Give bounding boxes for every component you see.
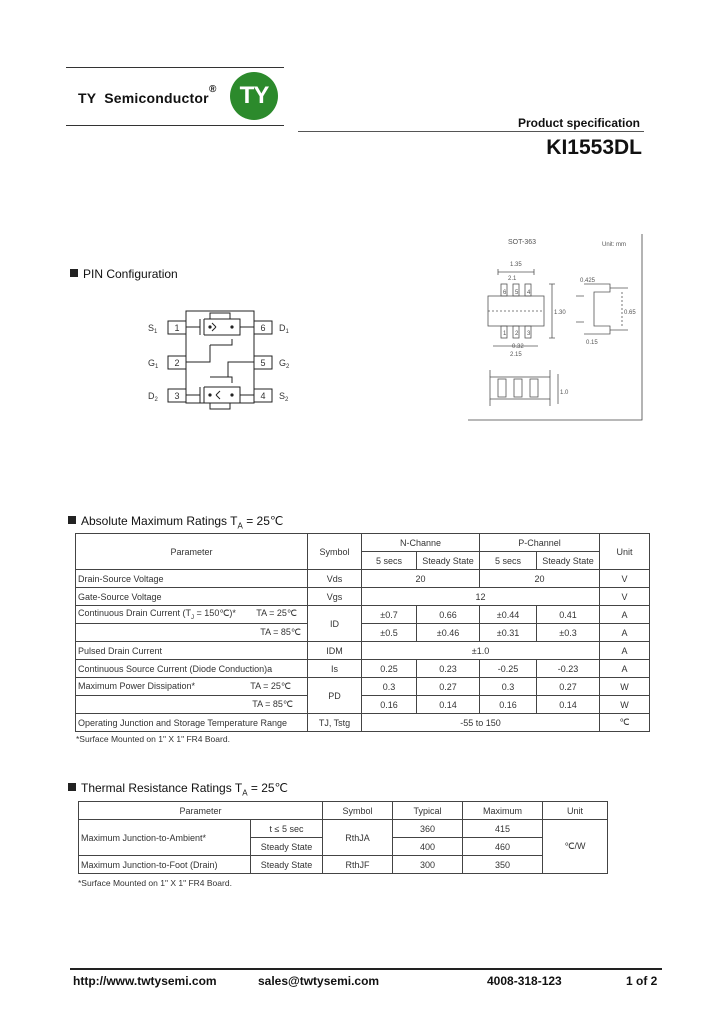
value-id-85-n5: ±0.5 <box>362 624 417 642</box>
param-id-tail: = 150℃)* <box>194 608 236 619</box>
value-vds-p: 20 <box>480 570 600 588</box>
param-id <box>76 606 308 624</box>
dim-d8: 0.15 <box>586 340 598 346</box>
bullet-square-icon <box>68 783 76 791</box>
unit-pd-85: W <box>600 696 650 714</box>
abs-max-table <box>75 533 650 732</box>
pin-num-2: 2 <box>174 358 180 368</box>
param-tj: Operating Junction and Storage Temperature Range <box>76 714 308 732</box>
header-p-5secs: 5 secs <box>480 552 537 570</box>
table-row <box>76 588 650 606</box>
pkg-pin-4: 4 <box>527 290 531 296</box>
thermal-header-symbol: Symbol <box>323 802 393 820</box>
dim-d7: 0.65 <box>624 310 636 316</box>
value-id-85-nss: ±0.46 <box>417 624 480 642</box>
thermal-footnote: *Surface Mounted on 1" X 1" FR4 Board. <box>78 878 232 888</box>
dim-d1: 1.35 <box>510 262 522 268</box>
max-rja-steady: 460 <box>463 838 543 856</box>
pin-config-title <box>70 267 178 281</box>
symbol-idm: IDM <box>308 642 362 660</box>
symbol-id: ID <box>308 606 362 642</box>
pkg-pin-6: 6 <box>503 290 507 296</box>
typ-rja-steady: 400 <box>393 838 463 856</box>
symbol-vds: Vds <box>308 570 362 588</box>
param-is: Continuous Source Current (Diode Conduction)a <box>76 660 308 678</box>
pin-num-5: 5 <box>260 358 266 368</box>
param-pd-text: Maximum Power Dissipation* <box>78 681 196 691</box>
unit-id-25: A <box>600 606 650 624</box>
header-n-steady: Steady State <box>417 552 480 570</box>
label-g2: G <box>279 358 287 368</box>
table-row <box>76 642 650 660</box>
table-row <box>76 624 650 642</box>
value-id-85-p5: ±0.31 <box>480 624 537 642</box>
chip-body <box>186 311 254 403</box>
svg-text:D1 <box>279 323 290 335</box>
company-name: TY Semiconductor <box>78 90 209 106</box>
dim-d5: 2.15 <box>510 352 522 358</box>
label-d2: D <box>148 391 155 401</box>
label-d1-sub: 1 <box>285 329 289 335</box>
unit-id-85: A <box>600 624 650 642</box>
thermal-header-typical: Typical <box>393 802 463 820</box>
dim-d6: 0.425 <box>580 278 596 284</box>
value-pd-85-p5: 0.16 <box>480 696 537 714</box>
value-pd-85-n5: 0.16 <box>362 696 417 714</box>
dim-d3: 1.30 <box>554 310 566 316</box>
package-unit: Unit: mm <box>602 242 626 248</box>
unit-tj: ℃ <box>600 714 650 732</box>
thermal-unit: ℃/W <box>543 820 608 874</box>
abs-max-title-sub: A <box>237 521 243 531</box>
header-top-rule <box>66 67 284 68</box>
company-logo: TY <box>230 72 278 120</box>
param-rja: Maximum Junction-to-Ambient* <box>79 820 251 856</box>
label-s2: S <box>279 391 286 401</box>
value-pd-25-p5: 0.3 <box>480 678 537 696</box>
thermal-table <box>78 801 608 874</box>
dim-d9: 1.0 <box>560 390 569 396</box>
table-row <box>76 678 650 696</box>
dim-d2: 2.1 <box>508 276 517 282</box>
value-pd-25-pss: 0.27 <box>537 678 600 696</box>
value-id-25-p5: ±0.44 <box>480 606 537 624</box>
symbol-pd: PD <box>308 678 362 714</box>
table-row <box>79 820 608 838</box>
cond-id-25: TA = 25℃ <box>256 608 297 619</box>
table-header-row <box>76 534 650 552</box>
unit-is: A <box>600 660 650 678</box>
table-header-row <box>79 802 608 820</box>
value-pd-85-nss: 0.14 <box>417 696 480 714</box>
svg-text:G1 <box>148 358 159 370</box>
cond-rjf: Steady State <box>251 856 323 874</box>
product-spec-label: Product specification <box>517 116 640 130</box>
label-s2-sub: 2 <box>285 397 289 403</box>
table-row <box>76 570 650 588</box>
param-idm: Pulsed Drain Current <box>76 642 308 660</box>
pin-diagram <box>140 305 300 410</box>
label-g1-sub: 1 <box>155 364 159 370</box>
value-idm: ±1.0 <box>362 642 600 660</box>
label-d2-sub: 2 <box>154 397 158 403</box>
header-parameter: Parameter <box>76 534 308 570</box>
package-name: SOT-363 <box>508 239 537 246</box>
label-s1-sub: 1 <box>154 329 158 335</box>
abs-max-footnote: *Surface Mounted on 1" X 1" FR4 Board. <box>76 734 230 744</box>
header-unit: Unit <box>600 534 650 570</box>
symbol-vgs: Vgs <box>308 588 362 606</box>
label-g1: G <box>148 358 156 368</box>
svg-text:S2 <box>279 391 289 403</box>
bullet-square-icon <box>70 269 78 277</box>
thermal-title-suffix: = 25℃ <box>247 781 289 795</box>
bullet-square-icon <box>68 516 76 524</box>
param-id-sub: J <box>191 614 195 621</box>
pkg-pin-1: 1 <box>503 331 507 337</box>
cond-rja-5sec: t ≤ 5 sec <box>251 820 323 838</box>
pin-num-1: 1 <box>174 323 180 333</box>
value-is-nss: 0.23 <box>417 660 480 678</box>
value-tj: -55 to 150 <box>362 714 600 732</box>
thermal-title <box>68 781 288 797</box>
thermal-header-maximum: Maximum <box>463 802 543 820</box>
label-s1: S <box>148 323 155 333</box>
value-vgs: 12 <box>362 588 600 606</box>
svg-text:D2 <box>148 391 159 403</box>
table-row <box>76 660 650 678</box>
param-id-text: Continuous Drain Current (T <box>78 608 192 619</box>
value-id-25-nss: 0.66 <box>417 606 480 624</box>
pkg-pin-2: 2 <box>515 331 519 337</box>
value-vds-n: 20 <box>362 570 480 588</box>
footer-email[interactable]: sales@twtysemi.com <box>258 974 380 988</box>
value-id-25-pss: 0.41 <box>537 606 600 624</box>
thermal-header-parameter: Parameter <box>79 802 323 820</box>
pkg-pin-5: 5 <box>515 290 519 296</box>
unit-vgs: V <box>600 588 650 606</box>
label-d1: D <box>279 323 286 333</box>
label-g2-sub: 2 <box>286 364 290 370</box>
value-pd-85-pss: 0.14 <box>537 696 600 714</box>
unit-idm: A <box>600 642 650 660</box>
footer-website[interactable]: http://www.twtysemi.com <box>73 974 217 988</box>
cond-pd-25: TA = 25℃ <box>250 681 291 691</box>
value-pd-25-nss: 0.27 <box>417 678 480 696</box>
part-number: KI1553DL <box>546 136 642 159</box>
param-vds: Drain-Source Voltage <box>76 570 308 588</box>
table-row <box>76 606 650 624</box>
max-rja-5sec: 415 <box>463 820 543 838</box>
footer-page: 1 of 2 <box>626 974 658 988</box>
header-right-rule <box>298 131 644 132</box>
param-rjf: Maximum Junction-to-Foot (Drain) <box>79 856 251 874</box>
package-drawing <box>468 234 644 424</box>
dim-d4: 0.32 <box>512 344 524 350</box>
header-n-5secs: 5 secs <box>362 552 417 570</box>
cond-pd-85: TA = 85℃ <box>76 696 308 714</box>
header-n-channel: N-Channe <box>362 534 480 552</box>
abs-max-title-text: Absolute Maximum Ratings T <box>81 514 238 528</box>
param-vgs: Gate-Source Voltage <box>76 588 308 606</box>
value-id-25-n5: ±0.7 <box>362 606 417 624</box>
thermal-title-text: Thermal Resistance Ratings T <box>81 781 243 795</box>
param-pd <box>76 678 308 696</box>
pin-num-6: 6 <box>260 323 266 333</box>
value-id-85-pss: ±0.3 <box>537 624 600 642</box>
svg-text:G2 <box>279 358 290 370</box>
thermal-title-sub: A <box>242 788 248 798</box>
symbol-rja: RthJA <box>323 820 393 856</box>
table-row <box>76 696 650 714</box>
pin-num-3: 3 <box>174 391 180 401</box>
registered-mark: ® <box>209 84 217 95</box>
symbol-is: Is <box>308 660 362 678</box>
pin-num-4: 4 <box>260 391 266 401</box>
header-symbol: Symbol <box>308 534 362 570</box>
thermal-header-unit: Unit <box>543 802 608 820</box>
header-logo-rule <box>66 125 284 126</box>
footer-rule <box>70 968 662 970</box>
value-is-pss: -0.23 <box>537 660 600 678</box>
symbol-tj: TJ, Tstg <box>308 714 362 732</box>
value-is-p5: -0.25 <box>480 660 537 678</box>
max-rjf: 350 <box>463 856 543 874</box>
unit-pd-25: W <box>600 678 650 696</box>
typ-rjf: 300 <box>393 856 463 874</box>
value-is-n5: 0.25 <box>362 660 417 678</box>
symbol-rjf: RthJF <box>323 856 393 874</box>
value-pd-25-n5: 0.3 <box>362 678 417 696</box>
abs-max-title-suffix: = 25℃ <box>242 514 284 528</box>
footer-phone: 4008-318-123 <box>487 974 562 988</box>
abs-max-title <box>68 514 283 530</box>
unit-vds: V <box>600 570 650 588</box>
header-p-steady: Steady State <box>537 552 600 570</box>
pkg-pin-3: 3 <box>527 331 531 337</box>
svg-text:S1 <box>148 323 158 335</box>
cond-rja-steady: Steady State <box>251 838 323 856</box>
typ-rja-5sec: 360 <box>393 820 463 838</box>
cond-id-85: TA = 85℃ <box>76 624 308 642</box>
table-row <box>76 714 650 732</box>
header-p-channel: P-Channel <box>480 534 600 552</box>
table-row <box>79 856 608 874</box>
pin-config-title-text: PIN Configuration <box>83 267 178 281</box>
